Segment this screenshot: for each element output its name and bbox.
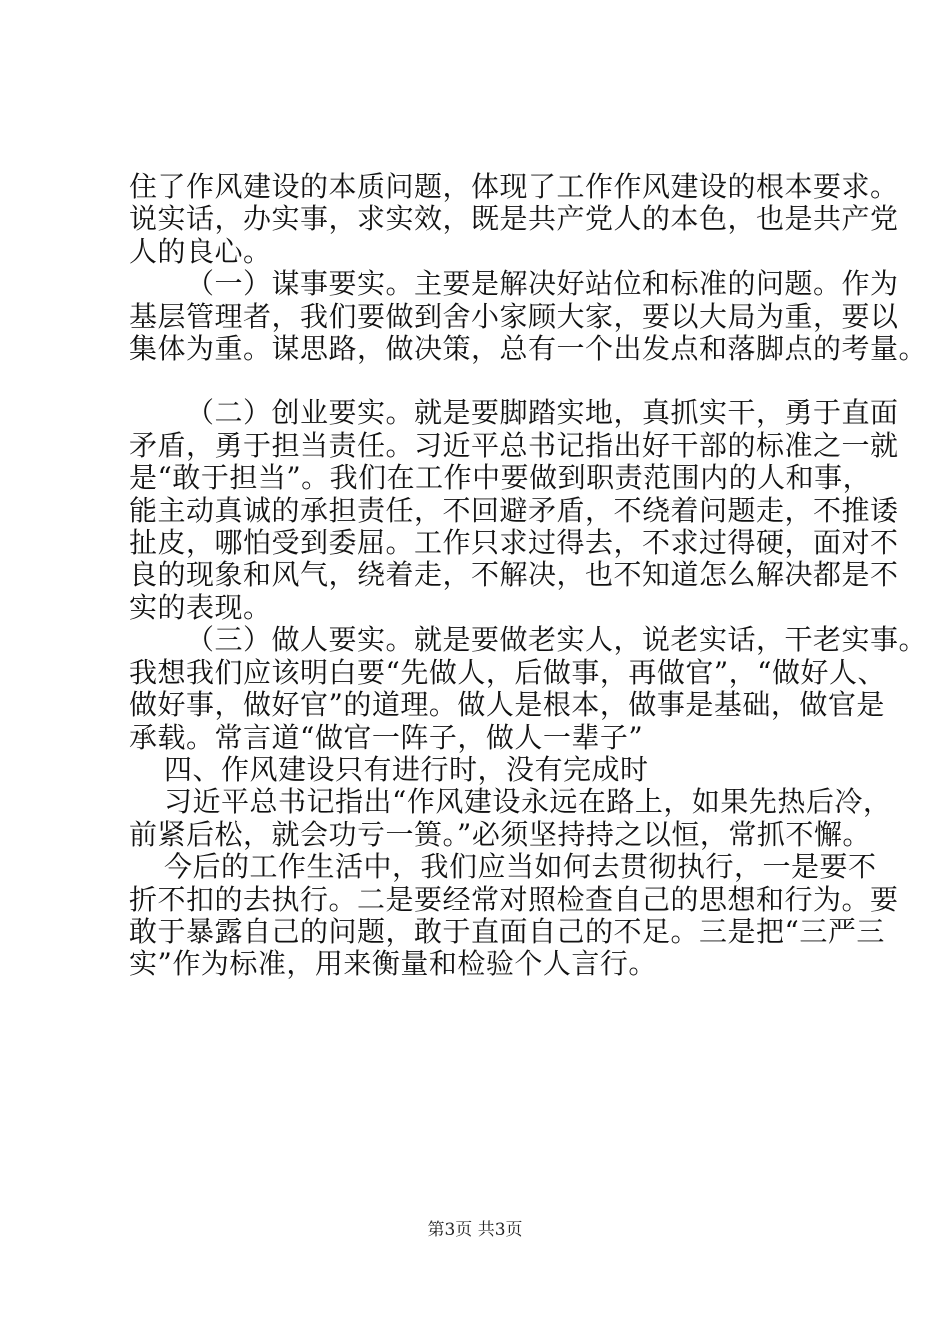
text-line: （一）谋事要实。主要是解决好站位和标准的问题。作为 (186, 267, 899, 301)
text-line: 前紧后松，就会功亏一篑。”必须坚持持之以恒，常抓不懈。 (129, 817, 871, 851)
text-line: 实”作为标准，用来衡量和检验个人言行。 (129, 947, 657, 981)
text-line: 实的表现。 (129, 590, 272, 624)
text-line: 今后的工作生活中，我们应当如何去贯彻执行，一是要不 (164, 850, 877, 884)
text-line: 我想我们应该明白要“先做人，后做事，再做官”，“做好人、 (129, 655, 886, 689)
text-line: 是“敢于担当”。我们在工作中要做到职责范围内的人和事， (129, 461, 872, 495)
text-line: 人的良心。 (129, 234, 272, 268)
text-line: 基层管理者，我们要做到舍小家顾大家，要以大局为重，要以 (129, 299, 899, 333)
text-line: 住了作风建设的本质问题，体现了工作作风建设的根本要求。 (129, 170, 899, 203)
text-line: 能主动真诚的承担责任，不回避矛盾，不绕着问题走，不推诿 (129, 493, 899, 527)
text-line: 矛盾，勇于担当责任。习近平总书记指出好干部的标准之一就 (129, 428, 899, 462)
text-line: 折不扣的去执行。二是要经常对照检查自己的思想和行为。要 (129, 882, 899, 916)
page-number-footer: 第3页 共3页 (427, 1220, 523, 1240)
text-line: 敢于暴露自己的问题，敢于直面自己的不足。三是把“三严三 (129, 914, 885, 948)
text-line: 扯皮，哪怕受到委屈。工作只求过得去，不求过得硬，面对不 (129, 526, 899, 560)
text-line: 做好事，做好官”的道理。做人是根本，做事是基础，做官是 (129, 688, 885, 722)
text-line: （三）做人要实。就是要做老实人，说老实话，干老实事。 (186, 623, 928, 657)
text-line: 说实话，办实事，求实效，既是共产党人的本色，也是共产党 (129, 202, 899, 236)
document-body (129, 170, 928, 981)
text-line: 良的现象和风气，绕着走，不解决，也不知道怎么解决都是不 (129, 558, 899, 592)
text-line: 习近平总书记指出“作风建设永远在路上，如果先热后冷， (164, 785, 892, 819)
section-heading: 四、作风建设只有进行时，没有完成时 (164, 752, 649, 786)
text-line: （二）创业要实。就是要脚踏实地，真抓实干，勇于直面 (186, 396, 899, 430)
text-line: 承载。常言道“做官一阵子，做人一辈子” (129, 720, 644, 754)
text-line: 集体为重。谋思路，做决策，总有一个出发点和落脚点的考量。 (129, 332, 928, 366)
